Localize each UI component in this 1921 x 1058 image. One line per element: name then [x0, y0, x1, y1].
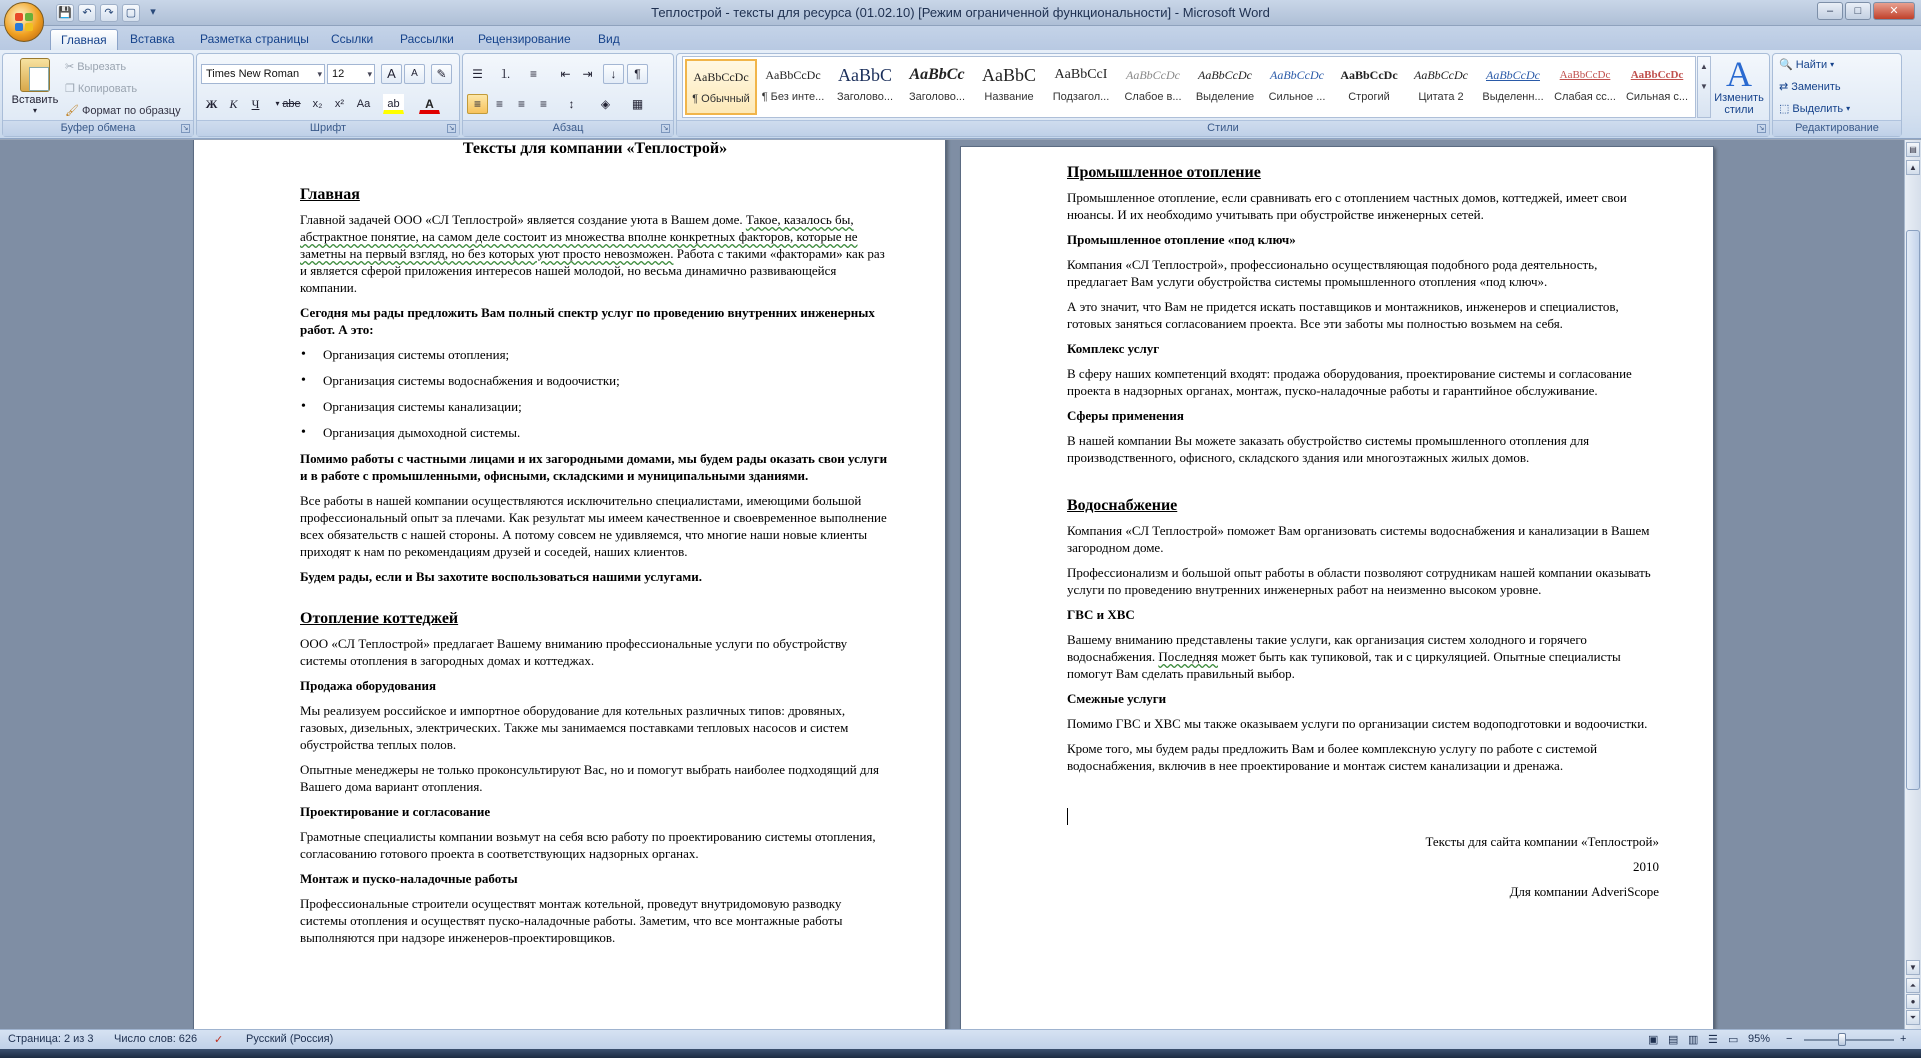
paragraph-commercial: Помимо работы с частными лицами и их загородными домами, мы будем рады оказать свои услуги и в работе с промышленными, офисными, складскими и муниципальными зданиями. [300, 451, 888, 483]
spacer [300, 593, 890, 609]
tab-home[interactable]: Главная [50, 29, 118, 50]
grow-font-button[interactable]: A [381, 64, 402, 84]
heading-gvs: ГВС и ХВС [1067, 607, 1135, 622]
paragraph-specialists: Все работы в нашей компании осуществляются исключительно специалистами, имеющими большой профессиональный опыт за плечами. Как результат мы имеем качественное и своевременное выполнение всех обязательств с нашей стороны. А потому совсем не удивляемся, что многие наши новые клиенты приходят к нам по рекомендациям друзей и соседей, наших клиентов. [300, 493, 887, 559]
paragraph-group-label: Абзац [463, 120, 673, 136]
highlight-icon[interactable]: ab [383, 94, 404, 114]
zoom-in-button[interactable]: + [1900, 1033, 1907, 1045]
paste-button[interactable]: Вставить ▾ [9, 56, 61, 116]
superscript-button[interactable]: x² [334, 98, 345, 110]
close-button[interactable]: ✕ [1873, 2, 1915, 20]
text-cursor [1067, 808, 1068, 825]
outline-icon[interactable]: ☰ [1708, 1034, 1718, 1046]
heading-main: Главная [300, 186, 360, 203]
footer-block [1067, 833, 1659, 900]
format-painter-button[interactable]: 🖌 Формат по образцу [65, 102, 181, 120]
tab-view[interactable]: Вид [598, 32, 620, 46]
zoom-level[interactable]: 95% [1748, 1033, 1771, 1045]
change-case-button[interactable]: Аа [356, 98, 371, 110]
line-spacing-icon[interactable]: ↕ [568, 97, 575, 111]
paragraph-cottage: ООО «СЛ Теплострой» предлагает Вашему вниманию профессиональные услуги по обустройству системы отопления в загородных домах и коттеджах. [300, 636, 848, 668]
ruler-toggle-icon[interactable]: ▤ [1906, 142, 1920, 157]
justify-icon[interactable]: ≡ [539, 97, 547, 111]
scroll-up-icon[interactable]: ▲ [1906, 160, 1920, 175]
spacer [1067, 474, 1659, 496]
tab-page-layout[interactable]: Разметка страницы [200, 32, 309, 46]
window-title: Теплострой - тексты для ресурса (01.02.10) [Режим ограниченной функциональности] - Microsoft Word [651, 5, 1270, 20]
paragraph-design: Грамотные специалисты компании возьмут на себя всю работу по проектированию системы отопления, согласованию готового проекта в соответствующих надзорных органах. [300, 829, 876, 861]
footer-year: 2010 [1633, 858, 1659, 874]
paragraph-welcome: Будем рады, если и Вы захотите воспользоваться нашими услугами. [300, 569, 702, 584]
heading-spheres: Сферы применения [1067, 408, 1184, 423]
font-group-label: Шрифт [197, 120, 459, 136]
paragraph-equipment: Мы реализуем российское и импортное оборудование для котельных различных типов: дровяных, газовых, дизельных, электрических. Также мы занимаемся поставками тепловых насосов и систем обустройства теплых полов. [300, 703, 849, 752]
paragraph-competencies: В сферу наших компетенций входят: продажа оборудования, проектирование системы и согласование проекта в надзорных органах, монтаж, пуско-наладочные работы и гарантийное обслуживание. [1067, 366, 1632, 398]
paste-icon [20, 58, 50, 92]
document-area[interactable] [0, 140, 1904, 1029]
clipboard-group-label: Буфер обмена [3, 120, 193, 136]
style-no-spacing[interactable]: AaBbCcDc ¶ Без инте... [761, 68, 825, 103]
style-intense-emphasis[interactable]: AaBbCcDc Сильное ... [1268, 68, 1326, 103]
full-screen-reading-icon[interactable]: ▤ [1668, 1034, 1679, 1046]
print-layout-icon[interactable]: ▣ [1648, 1034, 1659, 1046]
numbering-icon[interactable]: ⒈ [499, 67, 512, 81]
new-document-icon[interactable]: ▢ [122, 4, 140, 22]
replace-button[interactable]: ⇄ Заменить [1779, 78, 1841, 96]
cut-button[interactable]: ✂ Вырезать [65, 58, 126, 76]
paragraph-services-intro: Сегодня мы рады предложить Вам полный спектр услуг по проведению внутренних инженерных работ. А это: [300, 305, 875, 337]
redo-icon[interactable]: ↷ [100, 4, 118, 22]
styles-scroll-icon[interactable]: ▲ ▼ [1697, 56, 1711, 118]
heading-cottage-heating: Отопление коттеджей [300, 610, 459, 627]
paragraph-launcher-icon[interactable]: ↘ [662, 125, 669, 132]
editing-group-label: Редактирование [1773, 120, 1901, 136]
strikethrough-button[interactable]: abe [282, 98, 301, 110]
brush-icon: 🖌 [65, 105, 79, 117]
tab-references[interactable]: Ссылки [331, 32, 374, 46]
shrink-font-button[interactable]: A [404, 64, 425, 84]
previous-page-icon[interactable]: ⏶ [1906, 978, 1920, 993]
underline-button[interactable]: Ч [251, 97, 260, 111]
scroll-thumb[interactable] [1906, 230, 1920, 790]
paragraph-spheres: В нашей компании Вы можете заказать обустройство системы промышленного отопления для производственного, офисного, складского здания или многоэтажных жилых домов. [1067, 433, 1590, 465]
list-item: • Организация системы отопления; [300, 346, 890, 363]
ribbon [0, 50, 1921, 139]
web-layout-icon[interactable]: ▥ [1688, 1034, 1699, 1046]
heading-complex: Комплекс услуг [1067, 341, 1160, 356]
font-size-combo[interactable]: 12 ▾ [327, 64, 375, 84]
subscript-button[interactable]: x₂ [312, 98, 323, 110]
office-button[interactable] [4, 2, 44, 42]
heading-turnkey: Промышленное отопление «под ключ» [1067, 232, 1296, 247]
tab-insert[interactable]: Вставка [130, 32, 175, 46]
footer-line: Тексты для сайта компании «Теплострой» [1425, 833, 1659, 849]
change-styles-button[interactable]: A Изменить стили [1712, 56, 1766, 118]
paragraph-turnkey: Компания «СЛ Теплострой», профессионально осуществляющая подобного рода деятельность, предлагает Вам услуги обустройства системы промышленного отопления «под ключ». [1067, 257, 1598, 289]
footer-client: Для компании AdveriScope [1509, 883, 1659, 899]
underline-dropdown-icon[interactable]: ▾ [275, 99, 280, 108]
clear-formatting-icon[interactable]: ✎ [431, 64, 452, 84]
heading-related: Смежные услуги [1067, 691, 1167, 706]
font-color-button[interactable]: A [419, 94, 440, 114]
editing-group [1772, 53, 1902, 137]
scroll-down-icon[interactable]: ▼ [1906, 960, 1920, 975]
paragraph-intro: Главной задачей ООО «СЛ Теплострой» является создание уюта в Вашем доме. Такое, казалось бы, абстрактное понятие, на самом деле состоит из множества вполне конкретных факторов, которые не заметны на первый взгляд, но без которых уют просто невозможен. Работа с такими «факторами» как раз и является сферой приложения интересов нашей молодой, но весьма динамично развивающейся компании. [300, 212, 885, 295]
save-icon[interactable]: 💾 [56, 4, 74, 22]
style-quote-2[interactable]: AaBbCcDc Цитата 2 [1414, 68, 1468, 103]
page-left[interactable] [193, 140, 946, 1029]
taskbar [0, 1049, 1921, 1058]
copy-icon: ❐ [65, 83, 75, 95]
select-browse-object-icon[interactable]: ● [1906, 994, 1920, 1009]
font-launcher-icon[interactable]: ↘ [448, 125, 455, 132]
heading-equipment-sale: Продажа оборудования [300, 678, 437, 693]
paragraph-installation: Профессиональные строители осуществят монтаж котельной, проведут внутридомовую разводку системы отопления и осуществят пуско-наладочные работы. Заметим, что все монтажные работы выполняются при надзоре инженеров-проектировщиков. [300, 896, 843, 945]
style-emphasis[interactable]: AaBbCcDc Выделение [1195, 68, 1255, 103]
paragraph-related: Помимо ГВС и ХВС мы также оказываем услуги по организации систем водоподготовки и водоочистки. [1067, 716, 1648, 731]
paragraph-gvs: Вашему вниманию представлены такие услуги, как организация систем холодного и горячего водоснабжения. Последняя может быть как тупиковой, так и с циркуляцией. Опытные специалисты помогут Вам сделать правильный выбор. [1067, 632, 1621, 681]
change-styles-icon: A [1726, 54, 1752, 94]
list-item: • Организация дымоходной системы. [300, 424, 890, 441]
vertical-scrollbar[interactable] [1904, 140, 1921, 1029]
bullets-icon[interactable]: ☰ [472, 67, 483, 81]
paragraph-complex-service: Кроме того, мы будем рады предложить Вам и более комплексную услугу по работе с системой водоснабжения, включив в нее проектирование и монтаж систем канализации и дренажа. [1067, 741, 1598, 773]
status-bar [0, 1029, 1921, 1049]
minimize-button[interactable]: – [1817, 2, 1843, 20]
heading-industrial-heating: Промышленное отопление [1067, 164, 1261, 181]
style-heading-1[interactable]: AaBbC Заголово... [836, 65, 894, 103]
services-list [300, 346, 890, 441]
copy-button[interactable]: ❐ Копировать [65, 80, 137, 98]
font-group [196, 53, 460, 137]
qat-customize-icon[interactable]: ▾ [150, 6, 156, 18]
style-intense-quote[interactable]: AaBbCcDc Выделенн... [1482, 68, 1544, 103]
page-indicator[interactable]: Страница: 2 из 3 [8, 1033, 94, 1045]
ribbon-tabs [0, 26, 1921, 50]
align-left-icon[interactable]: ≡ [467, 94, 488, 114]
proofing-icon[interactable]: ✓ [214, 1034, 224, 1046]
sort-icon[interactable]: ↓ [603, 64, 624, 84]
style-strong[interactable]: AaBbCcDc Строгий [1340, 68, 1398, 103]
paragraph-group [462, 53, 674, 137]
paragraph-industrial: Промышленное отопление, если сравнивать его с отоплением частных домов, коттеджей, имеет свои нюансы. И их необходимо учитывать при обустройстве инженерных сетей. [1067, 190, 1627, 222]
styles-gallery [682, 56, 1696, 118]
style-normal[interactable]: AaBbCcDc ¶ Обычный [685, 59, 757, 115]
paragraph-water: Компания «СЛ Теплострой» поможет Вам организовать системы водоснабжения и канализации в Вашем загородном доме. [1067, 523, 1650, 555]
zoom-out-button[interactable]: − [1786, 1033, 1793, 1045]
shading-icon[interactable]: ◈ [600, 97, 611, 111]
list-item: • Организация системы канализации; [300, 398, 890, 415]
tab-mailings[interactable]: Рассылки [400, 32, 454, 46]
style-intense-reference[interactable]: AaBbCcDc Сильная с... [1625, 69, 1689, 103]
italic-button[interactable]: К [229, 97, 238, 111]
select-button[interactable]: ⬚ Выделить ▾ [1779, 100, 1850, 118]
heading-installation: Монтаж и пуско-наладочные работы [300, 871, 518, 886]
word-count[interactable]: Число слов: 626 [114, 1033, 198, 1045]
maximize-button[interactable]: □ [1845, 2, 1871, 20]
style-heading-2[interactable]: AaBbCc Заголово... [908, 66, 966, 103]
scissors-icon: ✂ [65, 61, 75, 73]
paragraph-no-search: А это значит, что Вам не придется искать поставщиков и монтажников, инженеров и специалистов, готовых заняться согласованием проекта. Все эти заботы мы полностью возьмем на себя. [1067, 299, 1619, 331]
zoom-slider-track[interactable] [1804, 1039, 1894, 1041]
font-name-combo[interactable]: Times New Roman ▾ [201, 64, 325, 84]
decrease-indent-icon[interactable]: ⇤ [560, 67, 571, 81]
zoom-slider-handle[interactable] [1838, 1033, 1846, 1046]
clipboard-launcher-icon[interactable]: ↘ [182, 125, 189, 132]
clipboard-group [2, 53, 194, 137]
multilevel-list-icon[interactable]: ≡ [529, 67, 537, 81]
document-title: Тексты для компании «Теплострой» [462, 140, 728, 157]
styles-group-label: Стили [677, 120, 1769, 136]
bold-button[interactable]: Ж [205, 97, 218, 111]
office-logo-icon [15, 13, 33, 31]
language-indicator[interactable]: Русский (Россия) [246, 1033, 334, 1045]
style-subtle-emphasis[interactable]: AaBbCcDc Слабое в... [1124, 68, 1182, 103]
align-center-icon[interactable]: ≡ [495, 97, 503, 111]
style-title[interactable]: AaBbC Название [982, 65, 1036, 103]
cursor-select-icon: ⬚ [1779, 103, 1790, 115]
text-cursor-line [1067, 806, 1659, 825]
next-page-icon[interactable]: ⏷ [1906, 1010, 1920, 1025]
style-subtle-reference[interactable]: AaBbCcDc Слабая сс... [1554, 69, 1616, 103]
borders-icon[interactable]: ▦ [631, 97, 644, 111]
show-formatting-icon[interactable]: ¶ [627, 64, 648, 84]
list-item: • Организация системы водоснабжения и водоочистки; [300, 372, 890, 389]
heading-water-supply: Водоснабжение [1067, 497, 1178, 514]
find-button[interactable]: 🔍 Найти ▾ [1779, 56, 1834, 74]
paragraph-managers: Опытные менеджеры не только проконсультируют Вас, но и помогут выбрать наиболее подходящий для Вашего дома вариант отопления. [300, 762, 879, 794]
title-bar [0, 0, 1921, 26]
paragraph-professionalism: Профессионализм и большой опыт работы в области позволяют сотрудникам нашей компании оказывать услуги по проведению внутренних инженерных работ на неизменно высоком уровне. [1067, 565, 1651, 597]
increase-indent-icon[interactable]: ⇥ [582, 67, 593, 81]
paste-label: Вставить [11, 94, 59, 106]
draft-icon[interactable]: ▭ [1728, 1034, 1739, 1046]
align-right-icon[interactable]: ≡ [517, 97, 525, 111]
tab-review[interactable]: Рецензирование [478, 32, 571, 46]
page-right[interactable] [960, 146, 1714, 1029]
binoculars-icon: 🔍 [1779, 59, 1793, 71]
undo-icon[interactable]: ↶ [78, 4, 96, 22]
replace-icon: ⇄ [1779, 81, 1789, 93]
style-subtitle[interactable]: AaBbCcI Подзагол... [1052, 67, 1110, 103]
spacer [1067, 782, 1659, 806]
heading-design: Проектирование и согласование [300, 804, 491, 819]
styles-launcher-icon[interactable]: ↘ [1758, 125, 1765, 132]
